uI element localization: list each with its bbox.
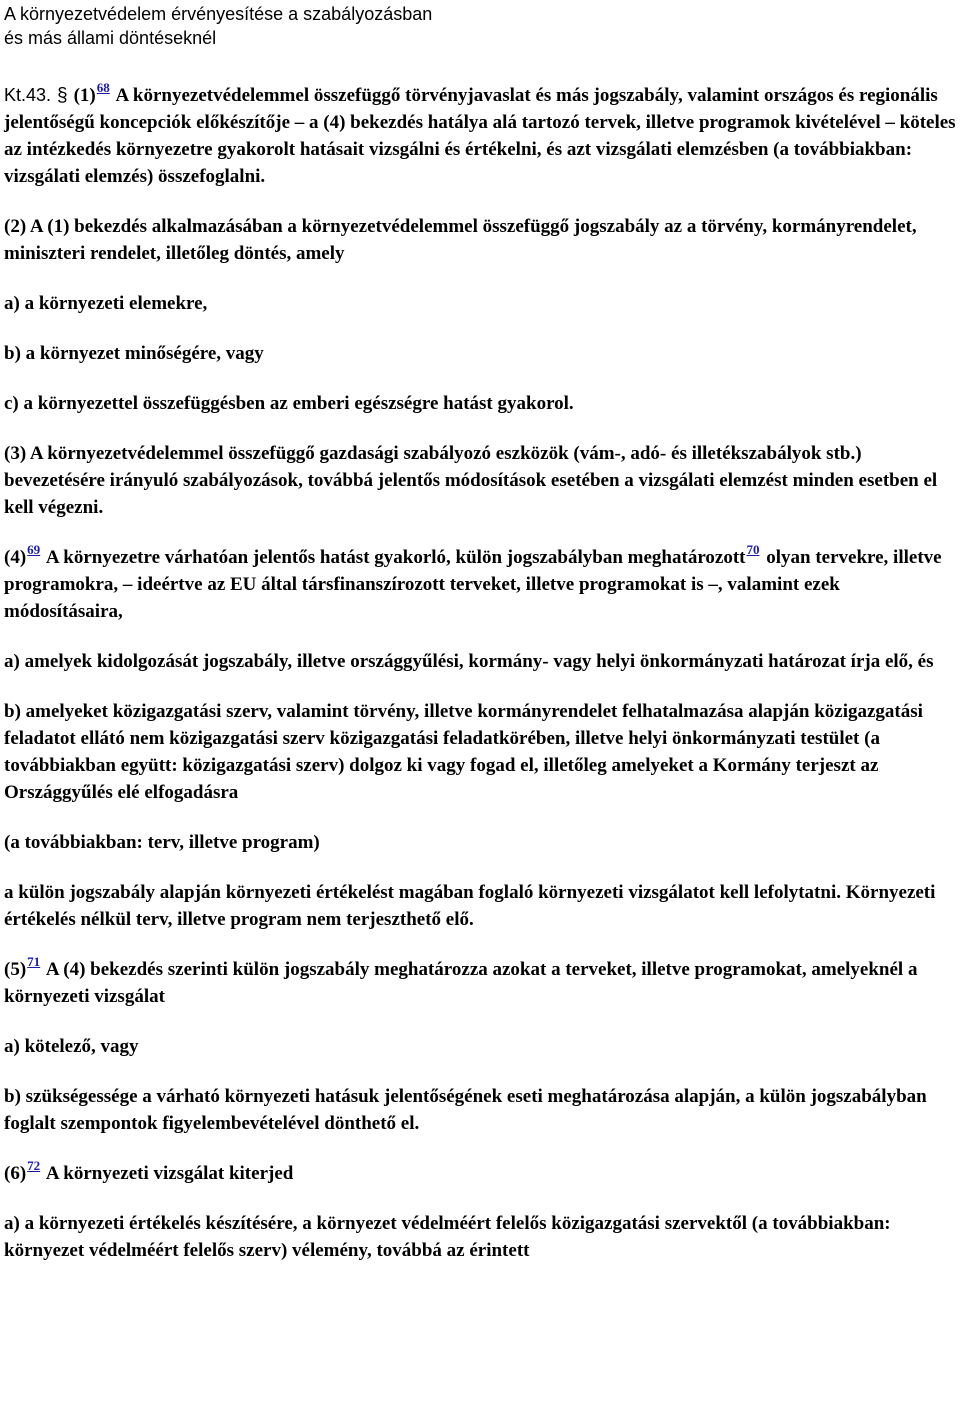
paragraph-3: (3) A környezetvédelemmel összefüggő gazdasági szabályozó eszközök (vám-, adó- és illetékszabályok stb.) bevezetésére irányuló szabályozások, továbbá jelentős módosítások esetében a vizsgálati elemzést minden esetben el kell végezni.	[4, 443, 938, 518]
paragraph-2-point-a: a) a környezeti elemekre,	[4, 293, 208, 314]
paragraph-2-point-c: c) a környezettel összefüggésben az emberi egészségre hatást gyakorol.	[4, 393, 574, 414]
paragraph-5	[4, 956, 956, 1010]
footnote-link-68[interactable]: 68	[96, 80, 110, 95]
paragraph-1	[4, 82, 956, 190]
paragraph-6-number: (6)	[4, 1163, 27, 1184]
paragraph-4	[4, 544, 956, 625]
paragraph-4-text-b: olyan tervekre, illetve programokra, – ideértve az EU által társfinanszírozott terveket, illetve programokat is –, valamint ezek módosításaira,	[4, 547, 942, 622]
paragraph-1-text: A környezetvédelemmel összefüggő törvényjavaslat és más jogszabály, valamint országos és regionális jelentőségű koncepciók előkészítője – a (4) bekezdés hatálya alá tartozó tervek, illetve programok kivételével – köteles az intézkedés környezetre gyakorolt hatásait vizsgálni és értékelni, és azt vizsgálati elemzésben (a továbbiakban: vizsgálati elemzés) összefoglalni.	[4, 85, 956, 187]
footnote-link-71[interactable]: 71	[27, 954, 41, 969]
paragraph-1-number: (1)	[73, 85, 96, 106]
footnote-link-70[interactable]: 70	[746, 542, 760, 557]
paragraph-5-number: (5)	[4, 959, 27, 980]
article-label: Kt.43.	[4, 85, 52, 105]
paragraph-4-conclusion: a külön jogszabály alapján környezeti értékelést magában foglaló környezeti vizsgálatot kell lefolytatni. Környezeti értékelés nélkül terv, illetve program nem terjeszthető elő.	[4, 882, 936, 930]
section-heading	[4, 2, 956, 50]
paragraph-5-point-a: a) kötelező, vagy	[4, 1036, 139, 1057]
paragraph-2-point-b: b) a környezet minőségére, vagy	[4, 343, 264, 364]
section-sign: §	[57, 85, 68, 106]
footnote-link-69[interactable]: 69	[27, 542, 41, 557]
paragraph-5-point-b: b) szükségessége a várható környezeti hatásuk jelentőségének eseti meghatározása alapján, a külön jogszabályban foglalt szempontok figyelembevételével dönthető el.	[4, 1086, 927, 1134]
heading-line-1: A környezetvédelem érvényesítése a szabályozásban	[4, 4, 433, 24]
paragraph-4-number: (4)	[4, 547, 27, 568]
paragraph-6	[4, 1160, 956, 1187]
paragraph-4-point-a: a) amelyek kidolgozását jogszabály, illetve országgyűlési, kormány- vagy helyi önkormányzati határozat írja elő, és	[4, 651, 934, 672]
paragraph-4-point-b: b) amelyeket közigazgatási szerv, valamint törvény, illetve kormányrendelet felhatalmazása alapján közigazgatási feladatot ellátó nem közigazgatási szerv közigazgatási feladatkörében, illetve helyi önkormányzati testület (a továbbiakban együtt: közigazgatási szerv) dolgoz ki vagy fogad el, illetőleg amelyeket a Kormány terjeszt az Országgyűlés elé elfogadásra	[4, 701, 923, 803]
paragraph-4-text-a: A környezetre várhatóan jelentős hatást gyakorló, külön jogszabályban meghatározott	[45, 547, 746, 568]
footnote-link-72[interactable]: 72	[27, 1158, 41, 1173]
paragraph-6-text: A környezeti vizsgálat kiterjed	[45, 1163, 294, 1184]
paragraph-4-definition: (a továbbiakban: terv, illetve program)	[4, 832, 320, 853]
paragraph-6-point-a: a) a környezeti értékelés készítésére, a környezet védelméért felelős közigazgatási szervektől (a továbbiakban: környezet védelméért felelős szerv) vélemény, továbbá az érintett	[4, 1213, 891, 1261]
paragraph-2: (2) A (1) bekezdés alkalmazásában a környezetvédelemmel összefüggő jogszabály az a törvény, kormányrendelet, miniszteri rendelet, illetőleg döntés, amely	[4, 216, 917, 264]
paragraph-5-text: A (4) bekezdés szerinti külön jogszabály meghatározza azokat a terveket, illetve programokat, amelyeknél a környezeti vizsgálat	[4, 959, 918, 1007]
heading-line-2: és más állami döntéseknél	[4, 28, 217, 48]
document-page	[4, 0, 956, 1264]
